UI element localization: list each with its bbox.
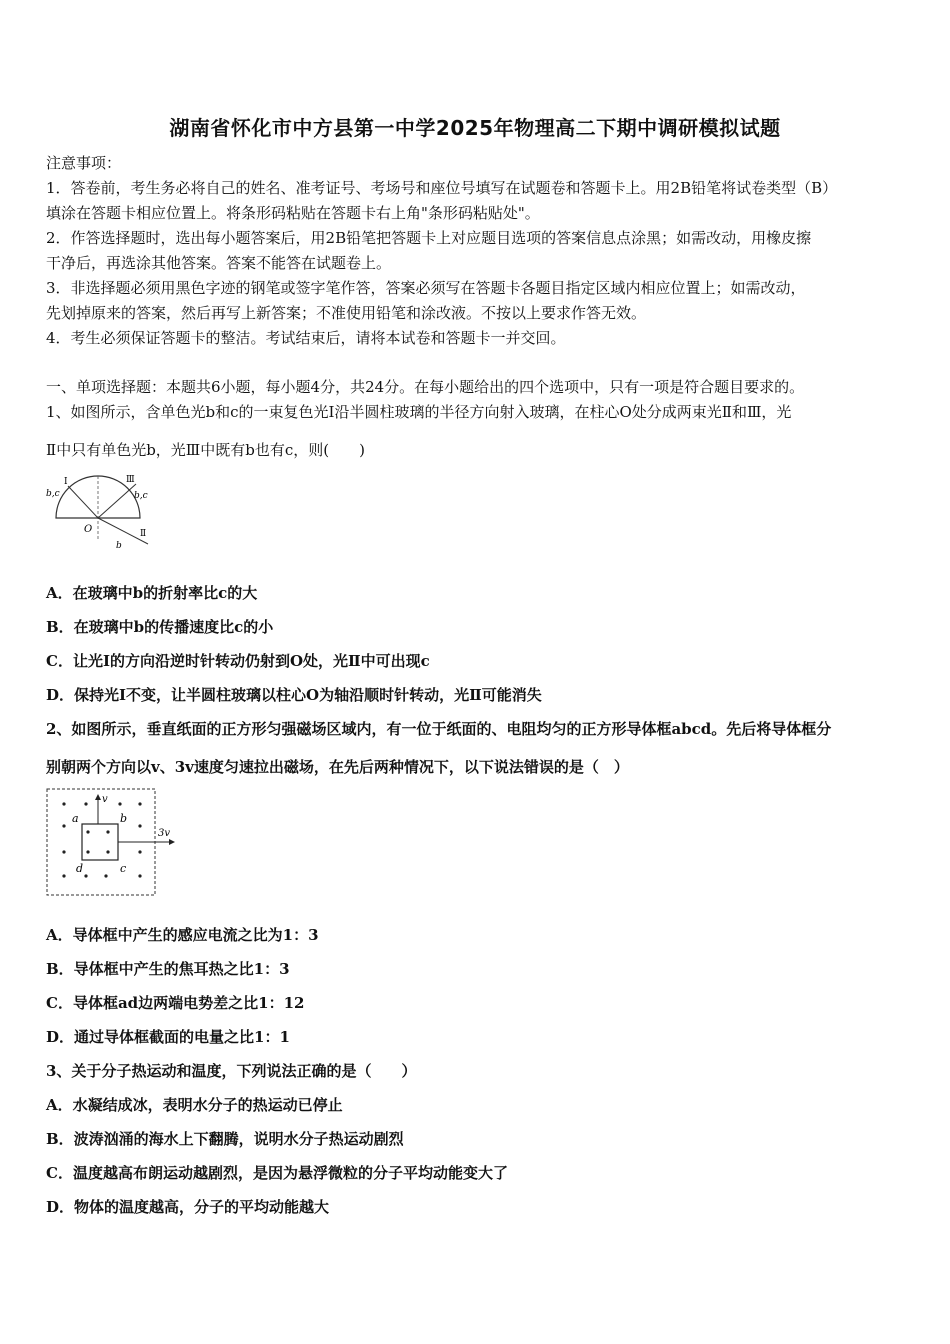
ray-III <box>98 484 136 518</box>
label-c: c <box>120 862 127 875</box>
q2-stem-line2: 别朝两个方向以v、3v速度匀速拉出磁场，在先后两种情况下，以下说法错误的是（ ） <box>46 758 629 776</box>
label-ray3: Ⅲ <box>126 475 135 485</box>
q3-option-a: A．水凝结成冰，表明水分子的热运动已停止 <box>46 1096 343 1114</box>
q3-option-c: C．温度越高布朗运动越剧烈，是因为悬浮微粒的分子平均动能变大了 <box>46 1164 508 1182</box>
q1-option-a: A．在玻璃中b的折射率比c的大 <box>46 584 258 602</box>
ray-I <box>68 486 98 518</box>
q2-option-b: B．导体框中产生的焦耳热之比1：3 <box>46 960 290 978</box>
label-v: v <box>102 794 108 805</box>
notice-line: 先划掉原来的答案，然后再写上新答案；不准使用铅笔和涂改液。不按以上要求作答无效。 <box>46 304 647 322</box>
conductor-frame <box>82 824 118 860</box>
q3-option-b: B．波涛汹涌的海水上下翻腾，说明水分子热运动剧烈 <box>46 1130 404 1148</box>
q1-semicircle-figure <box>44 470 164 552</box>
q3-option-d: D．物体的温度越高，分子的平均动能越大 <box>46 1198 330 1216</box>
label-center-O: O <box>84 524 93 535</box>
notice-line: 干净后，再选涂其他答案。答案不能答在试题卷上。 <box>46 254 392 272</box>
label-ray2-b: b <box>116 541 122 551</box>
q2-stem-line1: 2、如图所示，垂直纸面的正方形匀强磁场区域内，有一位于纸面的、电阻均匀的正方形导体框abcd。先后将导体框分 <box>46 720 832 738</box>
notice-heading: 注意事项： <box>46 154 122 172</box>
label-ray2: Ⅱ <box>140 529 147 539</box>
notice-line: 填涂在答题卡相应位置上。将条形码粘贴在答题卡右上角"条形码粘贴处"。 <box>46 204 540 222</box>
page-title: 湖南省怀化市中方县第一中学2025年物理高二下期中调研模拟试题 <box>169 116 781 140</box>
section-heading: 一、单项选择题：本题共6小题，每小题4分，共24分。在每小题给出的四个选项中，只有一项是符合题目要求的。 <box>46 378 805 396</box>
q1-option-c: C．让光Ⅰ的方向沿逆时针转动仍射到O处，光Ⅱ中可出现c <box>46 652 430 670</box>
q1-stem-line2: Ⅱ中只有单色光b，光Ⅲ中既有b也有c，则( ) <box>46 441 365 459</box>
q1-option-b: B．在玻璃中b的传播速度比c的小 <box>46 618 274 636</box>
q2-option-a: A．导体框中产生的感应电流之比为1：3 <box>46 926 319 944</box>
label-d: d <box>76 862 84 875</box>
q2-option-d: D．通过导体框截面的电量之比1：1 <box>46 1028 290 1046</box>
label-b: b <box>120 812 128 825</box>
q1-stem-line1: 1、如图所示，含单色光b和c的一束复色光Ⅰ沿半圆柱玻璃的半径方向射入玻璃，在柱心O处分成两束光Ⅱ和Ⅲ，光 <box>46 403 792 421</box>
label-ray1-bc: b,c <box>46 489 60 499</box>
label-3v: 3v <box>158 828 171 839</box>
q3-stem: 3、关于分子热运动和温度，下列说法正确的是（ ） <box>46 1062 417 1080</box>
notice-line: 1．答卷前，考生务必将自己的姓名、准考证号、考场号和座位号填写在试题卷和答题卡上。用2B铅笔将试卷类型（B） <box>46 179 838 197</box>
notice-line: 2．作答选择题时，选出每小题答案后，用2B铅笔把答题卡上对应题目选项的答案信息点涂黑；如需改动，用橡皮擦 <box>46 229 812 247</box>
q2-magnetic-field-figure <box>44 786 182 900</box>
label-a: a <box>72 812 79 825</box>
label-ray3-bc: b,c <box>134 491 148 501</box>
label-ray1: Ⅰ <box>64 477 68 487</box>
notice-line: 3．非选择题必须用黑色字迹的钢笔或签字笔作答，答案必须写在答题卡各题目指定区域内相应位置上；如需改动， <box>46 279 806 297</box>
q1-option-d: D．保持光Ⅰ不变，让半圆柱玻璃以柱心O为轴沿顺时针转动，光Ⅱ可能消失 <box>46 686 542 704</box>
q2-option-c: C．导体框ad边两端电势差之比1：12 <box>46 994 305 1012</box>
notice-line: 4．考生必须保证答题卡的整洁。考试结束后，请将本试卷和答题卡一并交回。 <box>46 329 566 347</box>
arrow-up-head <box>95 794 101 800</box>
arrow-right-head <box>169 839 175 845</box>
